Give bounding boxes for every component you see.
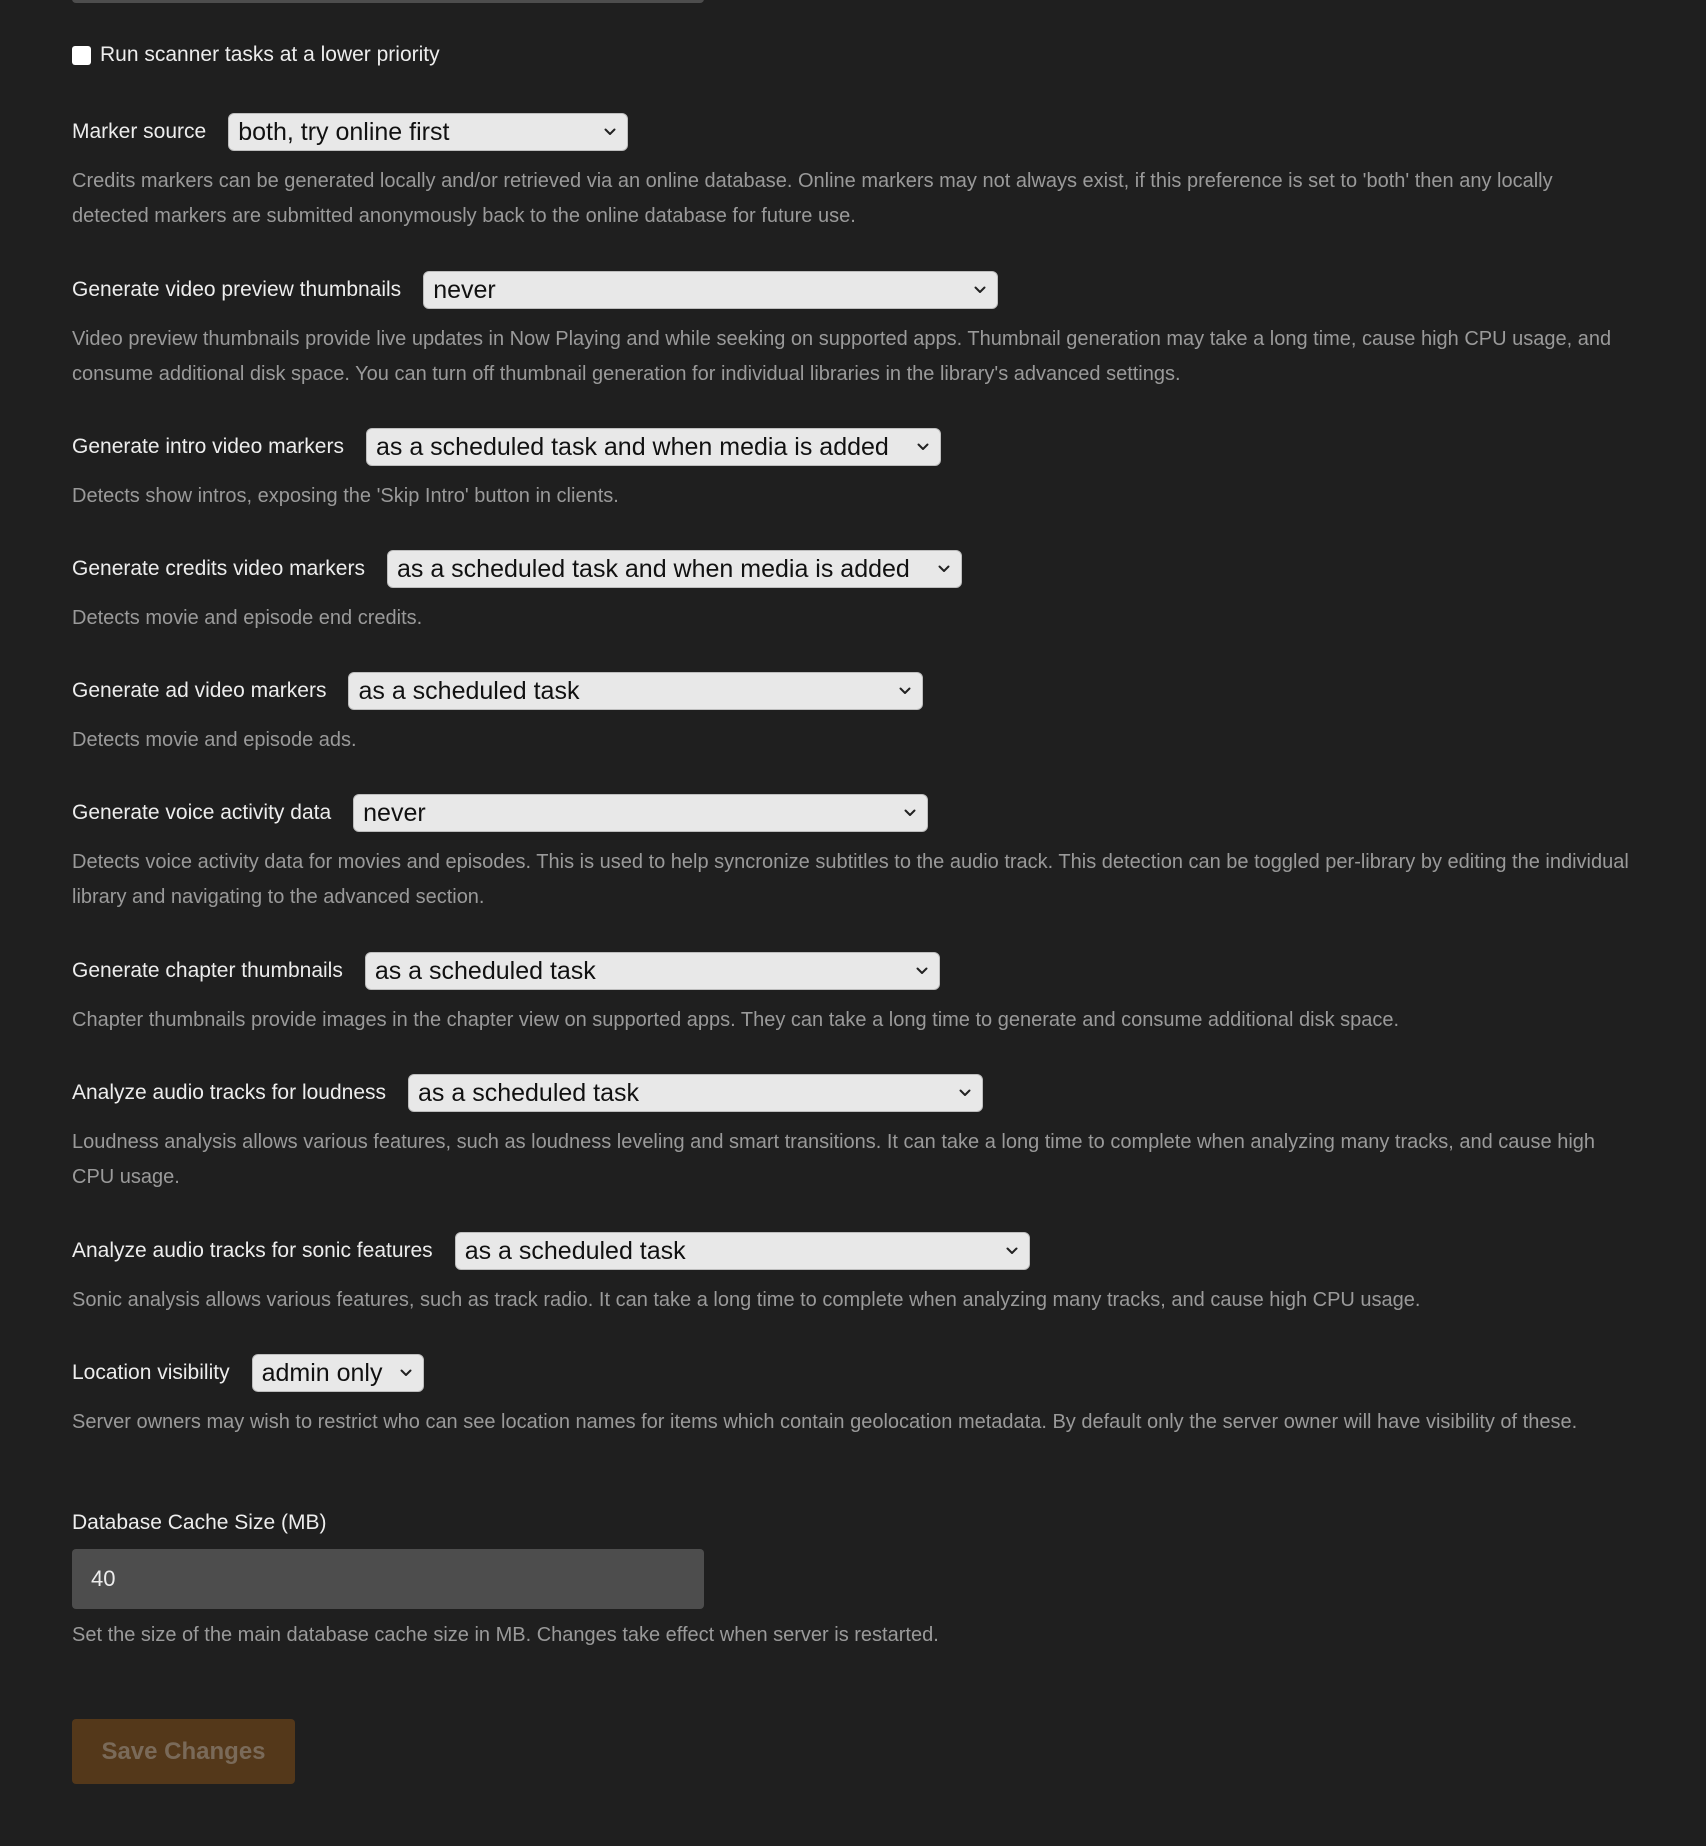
setting-database-cache bbox=[72, 1511, 1632, 1653]
sonic-analysis-select[interactable] bbox=[455, 1232, 1030, 1270]
select-value: as a scheduled task bbox=[374, 956, 596, 985]
setting-label: Generate ad video markers bbox=[72, 679, 327, 702]
setting-label: Generate intro video markers bbox=[72, 435, 344, 458]
setting-description: Detects voice activity data for movies and episodes. This is used to help syncronize subtitles to the audio track. This detection can be toggled per-library by editing the individual library and navigating to the advanced section. bbox=[72, 851, 1629, 908]
save-changes-button[interactable]: Save Changes bbox=[72, 1719, 295, 1784]
chevron-down-icon bbox=[903, 806, 917, 820]
setting-sonic-analysis bbox=[72, 1231, 1632, 1318]
setting-loudness-analysis bbox=[72, 1073, 1632, 1195]
setting-description: Sonic analysis allows various features, such as track radio. It can take a long time to complete when analyzing many tracks, and cause high CPU usage. bbox=[72, 1289, 1421, 1311]
setting-description: Video preview thumbnails provide live updates in Now Playing and while seeking on supported apps. Thumbnail generation may take a long time, cause high CPU usage, and consume additional disk space. You can turn off thumbnail generation for individual libraries in the library's advanced settings. bbox=[72, 328, 1612, 385]
setting-label: Analyze audio tracks for loudness bbox=[72, 1081, 387, 1104]
chevron-down-icon bbox=[973, 283, 987, 297]
setting-ad-video-markers bbox=[72, 671, 1632, 758]
low-priority-option[interactable] bbox=[72, 40, 440, 70]
loudness-analysis-select[interactable] bbox=[408, 1074, 983, 1112]
intro-video-markers-select[interactable] bbox=[366, 428, 941, 466]
select-value: as a scheduled task bbox=[418, 1078, 639, 1107]
select-value: never bbox=[433, 275, 496, 304]
select-value: both, try online first bbox=[238, 117, 450, 146]
setting-label: Generate video preview thumbnails bbox=[72, 278, 402, 301]
setting-label: Generate voice activity data bbox=[72, 801, 332, 824]
setting-video-preview-thumbnails bbox=[72, 270, 1632, 392]
setting-location-visibility bbox=[72, 1353, 1632, 1440]
setting-chapter-thumbnails bbox=[72, 951, 1632, 1038]
low-priority-label: Run scanner tasks at a lower priority bbox=[100, 43, 440, 66]
chevron-down-icon bbox=[915, 964, 929, 978]
voice-activity-data-select[interactable] bbox=[353, 794, 928, 832]
setting-description: Server owners may wish to restrict who can see location names for items which contain geolocation metadata. By default only the server owner will have visibility of these. bbox=[72, 1411, 1578, 1433]
select-value: as a scheduled task bbox=[358, 676, 580, 705]
setting-label: Analyze audio tracks for sonic features bbox=[72, 1239, 433, 1262]
select-value: as a scheduled task and when media is added bbox=[375, 432, 889, 461]
setting-marker-source bbox=[72, 112, 1632, 234]
setting-description: Loudness analysis allows various features, such as loudness leveling and smart transitions. It can take a long time to complete when analyzing many tracks, and cause high CPU usage. bbox=[72, 1131, 1596, 1188]
setting-intro-video-markers bbox=[72, 427, 1632, 514]
low-priority-checkbox[interactable] bbox=[72, 46, 91, 65]
marker-source-select[interactable] bbox=[228, 113, 628, 151]
previous-input-field[interactable] bbox=[72, 0, 704, 3]
chevron-down-icon bbox=[916, 440, 930, 454]
database-cache-label: Database Cache Size (MB) bbox=[72, 1511, 327, 1534]
setting-label: Generate credits video markers bbox=[72, 557, 365, 580]
chevron-down-icon bbox=[1005, 1244, 1019, 1258]
setting-description: Credits markers can be generated locally and/or retrieved via an online database. Online markers may not always exist, if this preference is set to 'both' then any locally detected markers are submitted anonymously back to the online database for future use. bbox=[72, 170, 1553, 227]
chevron-down-icon bbox=[399, 1366, 413, 1380]
setting-label: Marker source bbox=[72, 120, 207, 143]
setting-credits-video-markers bbox=[72, 549, 1632, 636]
setting-description: Detects movie and episode end credits. bbox=[72, 607, 423, 629]
setting-description: Detects movie and episode ads. bbox=[72, 729, 357, 751]
select-value: as a scheduled task and when media is added bbox=[396, 554, 910, 583]
chevron-down-icon bbox=[603, 125, 617, 139]
video-preview-thumbnails-select[interactable] bbox=[423, 271, 998, 309]
select-value: admin only bbox=[261, 1358, 383, 1387]
setting-label: Generate chapter thumbnails bbox=[72, 959, 343, 982]
setting-label: Location visibility bbox=[72, 1361, 230, 1384]
select-value: as a scheduled task bbox=[464, 1236, 686, 1265]
setting-voice-activity-data bbox=[72, 793, 1632, 915]
chapter-thumbnails-select[interactable] bbox=[365, 952, 940, 990]
setting-description: Chapter thumbnails provide images in the chapter view on supported apps. They can take a long time to generate and consume additional disk space. bbox=[72, 1009, 1400, 1031]
ad-video-markers-select[interactable] bbox=[348, 672, 923, 710]
select-value: never bbox=[363, 798, 426, 827]
chevron-down-icon bbox=[898, 684, 912, 698]
database-cache-input[interactable]: 40 bbox=[72, 1549, 704, 1609]
credits-video-markers-select[interactable] bbox=[387, 550, 962, 588]
location-visibility-select[interactable] bbox=[252, 1354, 424, 1392]
setting-description: Detects show intros, exposing the 'Skip Intro' button in clients. bbox=[72, 485, 619, 507]
chevron-down-icon bbox=[937, 562, 951, 576]
setting-description: Set the size of the main database cache size in MB. Changes take effect when server is restarted. bbox=[72, 1624, 939, 1646]
chevron-down-icon bbox=[958, 1086, 972, 1100]
